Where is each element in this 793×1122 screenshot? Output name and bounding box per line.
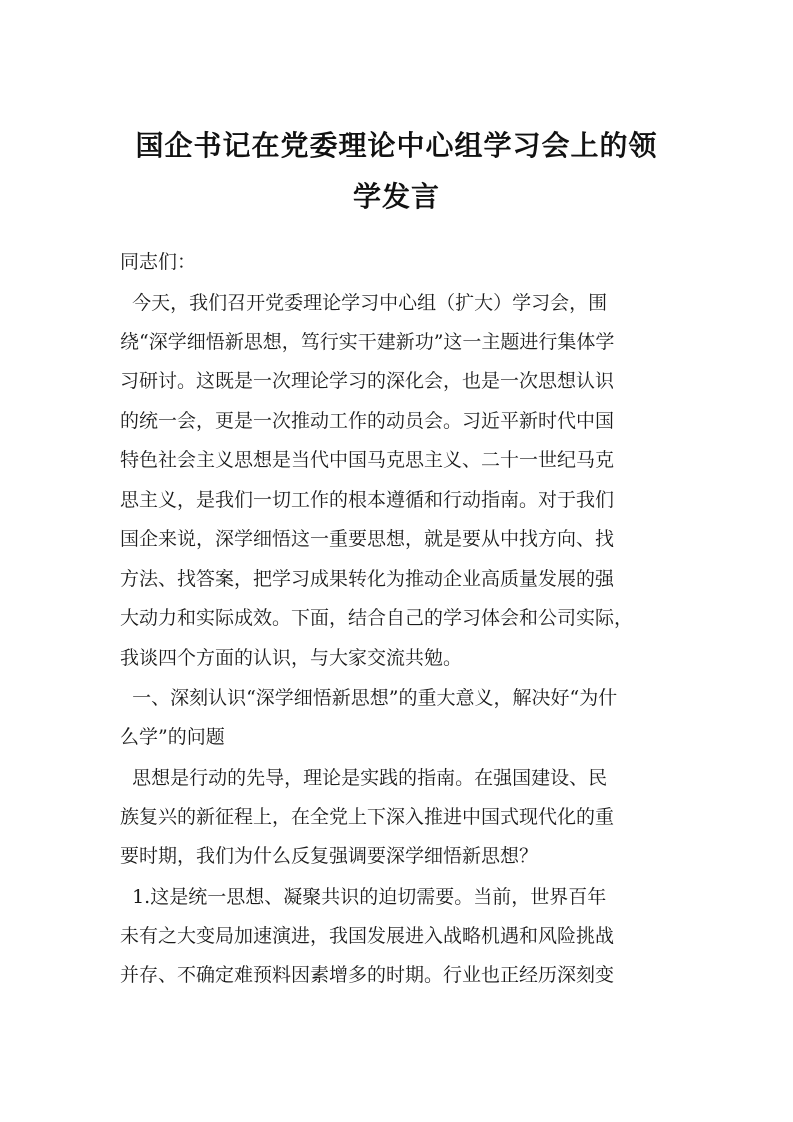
body-line: 的统一会，更是一次推动工作的动员会。习近平新时代中国 bbox=[120, 410, 615, 432]
body-line: 同志们： bbox=[120, 251, 197, 273]
body-line: 今天，我们召开党委理论学习中心组（扩大）学习会，围 bbox=[120, 292, 608, 314]
body-line: 大动力和实际成效。下面，结合自己的学习体会和公司实际， bbox=[120, 607, 634, 629]
body-line: 思主义，是我们一切工作的根本遵循和行动指南。对于我们 bbox=[120, 489, 615, 511]
body-line: 并存、不确定难预料因素增多的时期。行业也正经历深刻变 bbox=[120, 964, 615, 986]
body-line: 族复兴的新征程上，在全党上下深入推进中国式现代化的重 bbox=[120, 806, 615, 828]
body-line: 我谈四个方面的认识，与大家交流共勉。 bbox=[120, 647, 463, 669]
section-heading: 么学”的问题 bbox=[120, 726, 225, 748]
body-line: 习研讨。这既是一次理论学习的深化会，也是一次思想认识 bbox=[120, 370, 615, 392]
body-line: 要时期，我们为什么反复强调要深学细悟新思想？ bbox=[120, 845, 539, 867]
body-line: 未有之大变局加速演进，我国发展进入战略机遇和风险挑战 bbox=[120, 925, 615, 947]
body-line: 方法、找答案，把学习成果转化为推动企业高质量发展的强 bbox=[120, 568, 615, 590]
body-line: 国企来说，深学细悟这一重要思想，就是要从中找方向、找 bbox=[120, 528, 615, 550]
document-title-line-2: 学发言 bbox=[352, 180, 440, 213]
body-line: 绕“深学细悟新思想，笃行实干建新功”这一主题进行集体学 bbox=[120, 331, 615, 353]
body-line: 特色社会主义思想是当代中国马克思主义、二十一世纪马克 bbox=[120, 449, 615, 471]
section-heading: 一、深刻认识“深学细悟新思想”的重大意义，解决好“为什 bbox=[120, 687, 618, 709]
document-title-line-1: 国企书记在党委理论中心组学习会上的领 bbox=[135, 129, 658, 162]
body-line: 思想是行动的先导，理论是实践的指南。在强国建设、民 bbox=[120, 767, 608, 789]
body-line: 1.这是统一思想、凝聚共识的迫切需要。当前，世界百年 bbox=[120, 886, 607, 908]
